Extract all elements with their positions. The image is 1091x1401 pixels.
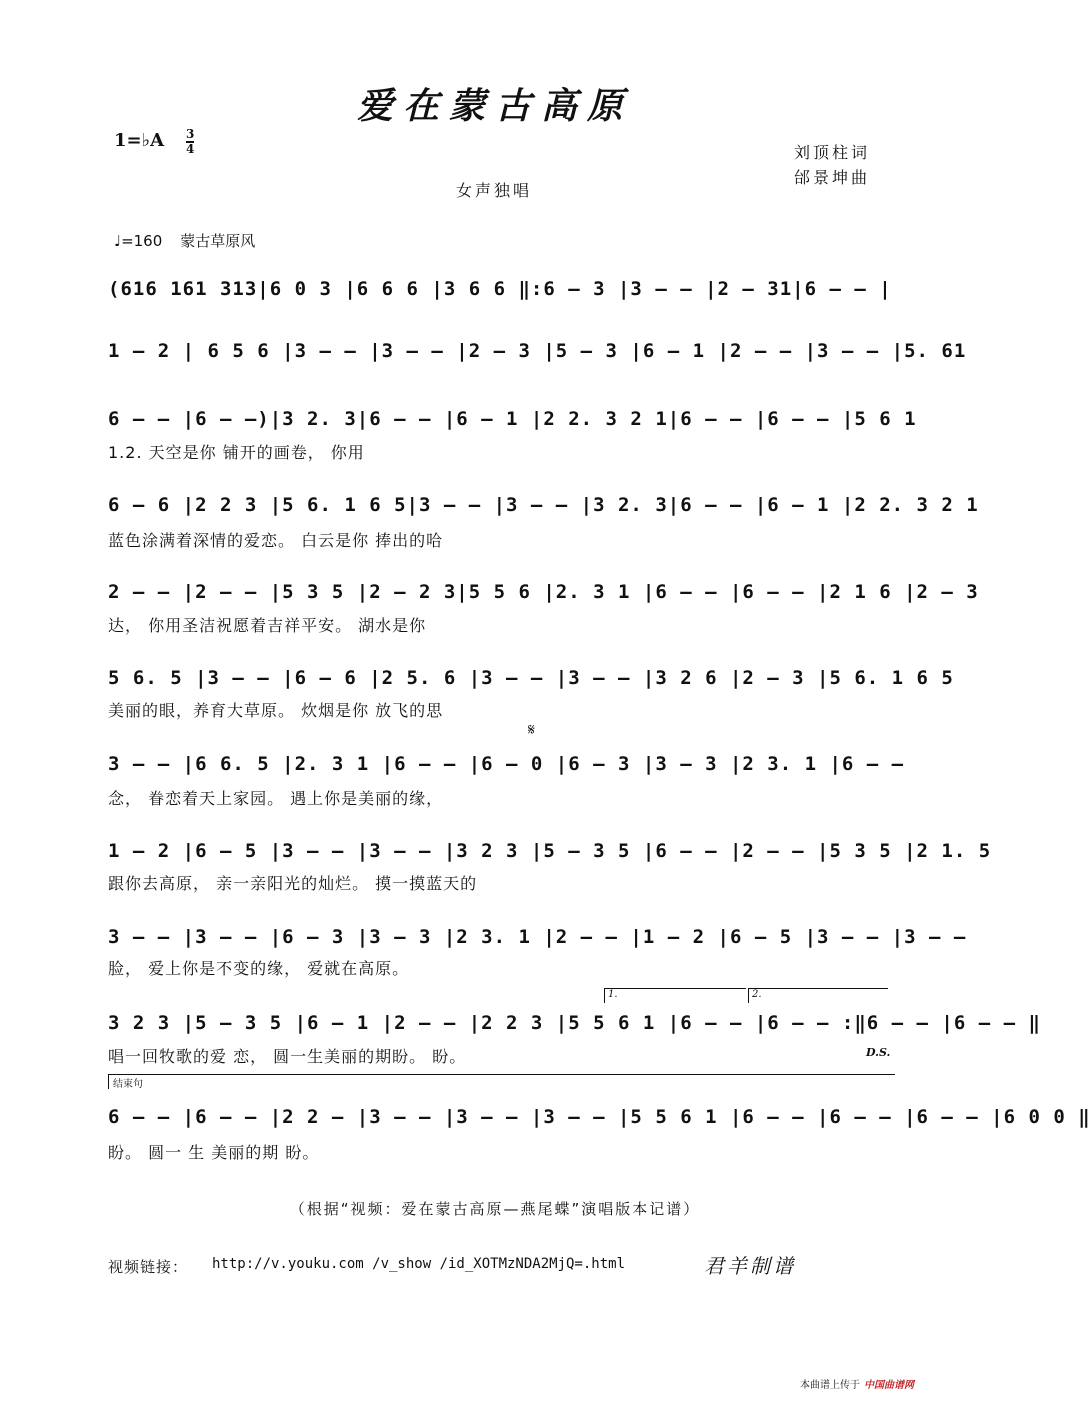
staff-line-2: 1 – 2 | 6 5 6 |3 – – |3 – – |2 – 3 |5 – 3 |6 – 1 |2 – – |3 – – |5. 61 bbox=[108, 340, 967, 362]
transcription-note: （根据“视频：爱在蒙古高原—燕尾蝶”演唱版本记谱） bbox=[289, 1200, 701, 1218]
lyric-line-8: 跟你去高原， 亲一亲阳光的灿烂。 摸一摸蓝天的 bbox=[108, 874, 478, 893]
upload-text: 本曲谱上传于 bbox=[800, 1380, 860, 1391]
meter-top: 3 bbox=[186, 127, 195, 141]
upload-footer bbox=[800, 1376, 914, 1391]
volta-2: 2. bbox=[748, 988, 888, 1003]
meter-bottom: 4 bbox=[186, 142, 195, 156]
lyric-line-3: 1.2. 天空是你 铺开的画卷， 你用 bbox=[108, 443, 365, 462]
staff-line-9: 3 – – |3 – – |6 – 3 |3 – 3 |2 3. 1 |2 – – |1 – 2 |6 – 5 |3 – – |3 – – bbox=[108, 926, 967, 948]
lyric-line-11: 盼。 圆一 生 美丽的期 盼。 bbox=[108, 1143, 320, 1162]
credits bbox=[794, 140, 870, 190]
staff-line-4: 6 – 6 |2 2 3 |5 6. 1 6 5|3 – – |3 – – |3 2. 3|6 – – |6 – 1 |2 2. 3 2 1 bbox=[108, 494, 979, 516]
style-marking: 蒙古草原风 bbox=[180, 232, 256, 250]
composer: 邰景坤曲 bbox=[794, 168, 871, 187]
lyric-line-10: 唱一回牧歌的爱 恋， 圆一生美丽的期盼。 盼。 bbox=[108, 1047, 467, 1066]
staff-line-5: 2 – – |2 – – |5 3 5 |2 – 2 3|5 5 6 |2. 3 1 |6 – – |6 – – |2 1 6 |2 – 3 bbox=[108, 581, 979, 603]
lyric-line-7: 念， 眷恋着天上家园。 遇上你是美丽的缘， bbox=[108, 789, 444, 808]
staff-line-7: 3 – – |6 6. 5 |2. 3 1 |6 – – |6 – 0 |6 – 3 |3 – 3 |2 3. 1 |6 – – bbox=[108, 753, 905, 775]
site-logo[interactable]: 中国曲谱网 bbox=[864, 1380, 914, 1391]
lyric-line-6: 美丽的眼，养育大草原。 炊烟是你 放飞的思 bbox=[108, 701, 444, 720]
staff-line-3: 6 – – |6 – –)|3 2. 3|6 – – |6 – 1 |2 2. 3 2 1|6 – – |6 – – |5 6 1 bbox=[108, 408, 917, 430]
lyricist: 刘顶柱词 bbox=[794, 143, 871, 162]
performer: 女声独唱 bbox=[456, 181, 533, 200]
staff-line-1: (616 161 313|6 0 3 |6 6 6 |3 6 6 ‖:6 – 3 |3 – – |2 – 31|6 – – | bbox=[108, 278, 892, 300]
staff-line-8: 1 – 2 |6 – 5 |3 – – |3 – – |3 2 3 |5 – 3 5 |6 – – |2 – – |5 3 5 |2 1. 5 bbox=[108, 840, 992, 862]
video-link-label: 视频链接： bbox=[108, 1258, 189, 1276]
video-link-url[interactable]: http://v.youku.com /v_show /id_XOTMzNDA2MjQ=.html bbox=[212, 1256, 626, 1272]
staff-line-11: 6 – – |6 – – |2 2 – |3 – – |3 – – |3 – – |5 5 6 1 |6 – – |6 – – |6 – – |6 0 0 ‖ bbox=[108, 1106, 1091, 1128]
ending-bracket: 结束句 bbox=[108, 1074, 895, 1089]
lyric-line-5: 达， 你用圣洁祝愿着吉祥平安。 湖水是你 bbox=[108, 616, 427, 635]
lyric-line-9: 脸， 爱上你是不变的缘， 爱就在高原。 bbox=[108, 959, 410, 978]
volta-1: 1. bbox=[604, 988, 746, 1003]
score-title: 爱在蒙古高原 bbox=[356, 85, 633, 127]
tempo-value: ♩=160 bbox=[114, 232, 163, 250]
staff-line-6: 5 6. 5 |3 – – |6 – 6 |2 5. 6 |3 – – |3 – – |3 2 6 |2 – 3 |5 6. 1 6 5 bbox=[108, 667, 954, 689]
segno-mark: 𝄋 bbox=[528, 720, 535, 739]
lyric-line-4: 蓝色涂满着深情的爱恋。 白云是你 捧出的哈 bbox=[108, 531, 444, 550]
ds-mark: D.S. bbox=[866, 1046, 891, 1059]
key-signature: 1=♭A bbox=[114, 130, 165, 151]
staff-line-10: 3 2 3 |5 – 3 5 |6 – 1 |2 – – |2 2 3 |5 5 6 1 |6 – – |6 – – :‖6 – – |6 – – ‖ bbox=[108, 1012, 1041, 1034]
tempo-marking bbox=[114, 230, 255, 251]
transcriber-signature: 君羊制谱 bbox=[704, 1254, 796, 1278]
time-signature bbox=[186, 128, 194, 156]
